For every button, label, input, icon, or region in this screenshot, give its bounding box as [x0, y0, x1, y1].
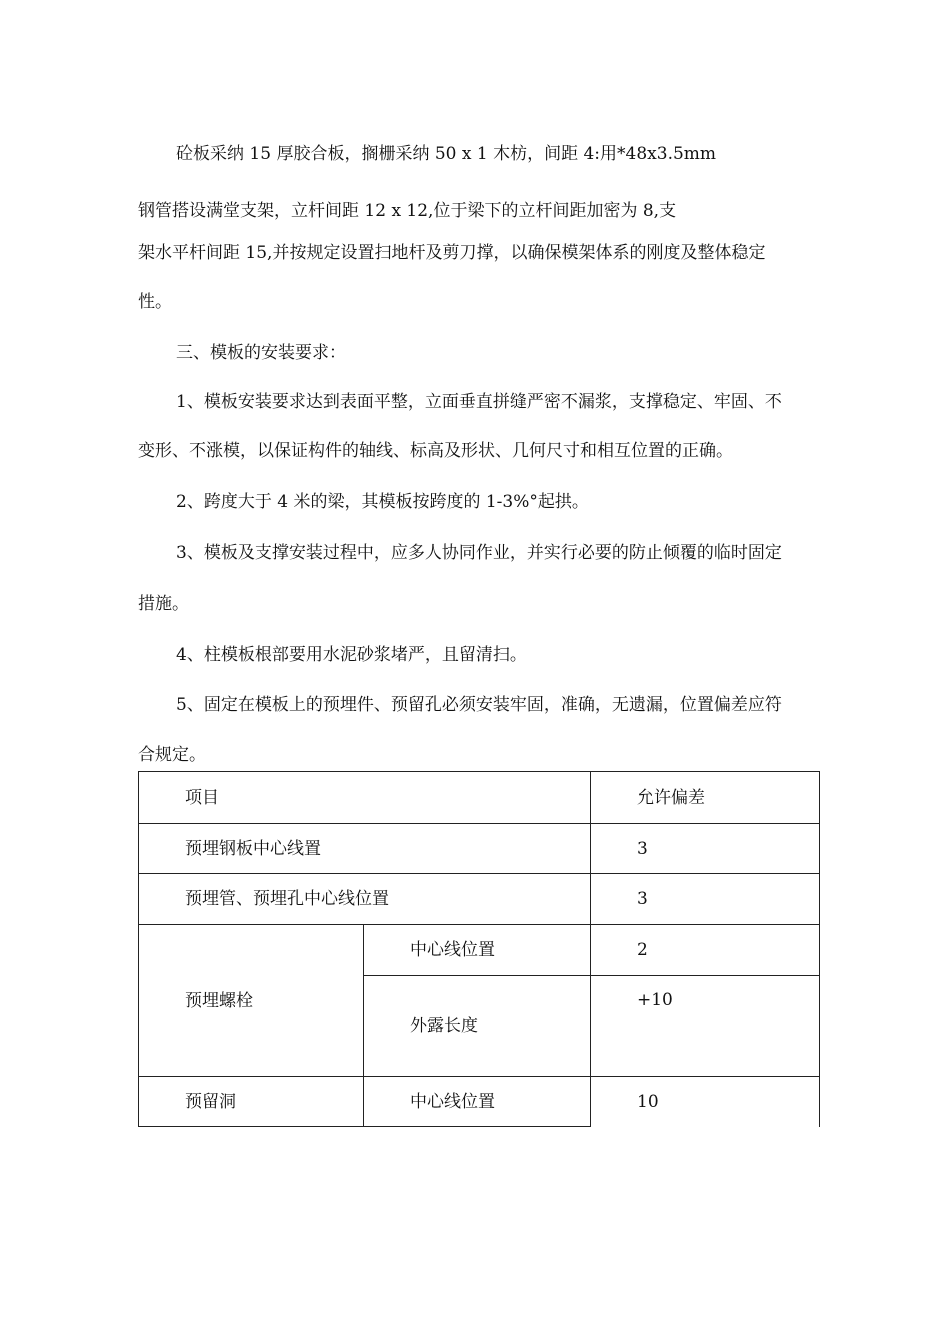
- section-heading: 三、模板的安装要求：: [176, 343, 346, 363]
- table-cell: 预埋螺栓: [139, 925, 364, 1077]
- table-cell: 预留洞: [139, 1077, 364, 1127]
- paragraph-line: 砼板采纳 15 厚胶合板，搁栅采纳 50 x 1 木枋，间距 4:用*48x3.5mm: [176, 144, 717, 164]
- table-header-row: [139, 772, 820, 824]
- table-row: [139, 1077, 820, 1127]
- table-cell: 预埋管、预埋孔中心线位置: [139, 874, 591, 925]
- table-header-cell: 允许偏差: [591, 772, 820, 824]
- paragraph-line: 架水平杆间距 15,并按规定设置扫地杆及剪刀撑，以确保模架体系的刚度及整体稳定: [138, 243, 766, 263]
- list-item-line: 2、跨度大于 4 米的梁，其模板按跨度的 1-3%°起拱。: [176, 492, 589, 512]
- list-item-line: 1、模板安装要求达到表面平整，立面垂直拼缝严密不漏浆，支撑稳定、牢固、不: [176, 392, 782, 412]
- list-item-line: 合规定。: [138, 745, 206, 765]
- list-item-line: 变形、不涨模，以保证构件的轴线、标高及形状、几何尺寸和相互位置的正确。: [138, 441, 733, 461]
- table-header-cell: 项目: [139, 772, 591, 824]
- table-cell: 10: [591, 1077, 820, 1127]
- table-cell: 中心线位置: [364, 1077, 591, 1127]
- tolerance-table: [138, 771, 820, 1127]
- table-cell: 2: [591, 925, 820, 976]
- table-row: [139, 925, 820, 976]
- table-row: [139, 874, 820, 925]
- table-cell: 外露长度: [364, 976, 591, 1077]
- list-item-line: 3、模板及支撑安装过程中，应多人协同作业，并实行必要的防止倾覆的临时固定: [176, 543, 782, 563]
- paragraph-line: 性。: [138, 292, 172, 312]
- paragraph-line: 钢管搭设满堂支架，立杆间距 12 x 12,位于梁下的立杆间距加密为 8,支: [138, 201, 677, 221]
- table-cell: 3: [591, 824, 820, 874]
- table-cell: +10: [591, 976, 820, 1077]
- list-item-line: 4、柱模板根部要用水泥砂浆堵严，且留清扫。: [176, 645, 527, 665]
- list-item-line: 5、固定在模板上的预埋件、预留孔必须安装牢固，准确，无遗漏，位置偏差应符: [176, 695, 782, 715]
- table-cell: 中心线位置: [364, 925, 591, 976]
- table-row: [139, 824, 820, 874]
- table-cell: 3: [591, 874, 820, 925]
- list-item-line: 措施。: [138, 594, 189, 614]
- table-cell: 预埋钢板中心线置: [139, 824, 591, 874]
